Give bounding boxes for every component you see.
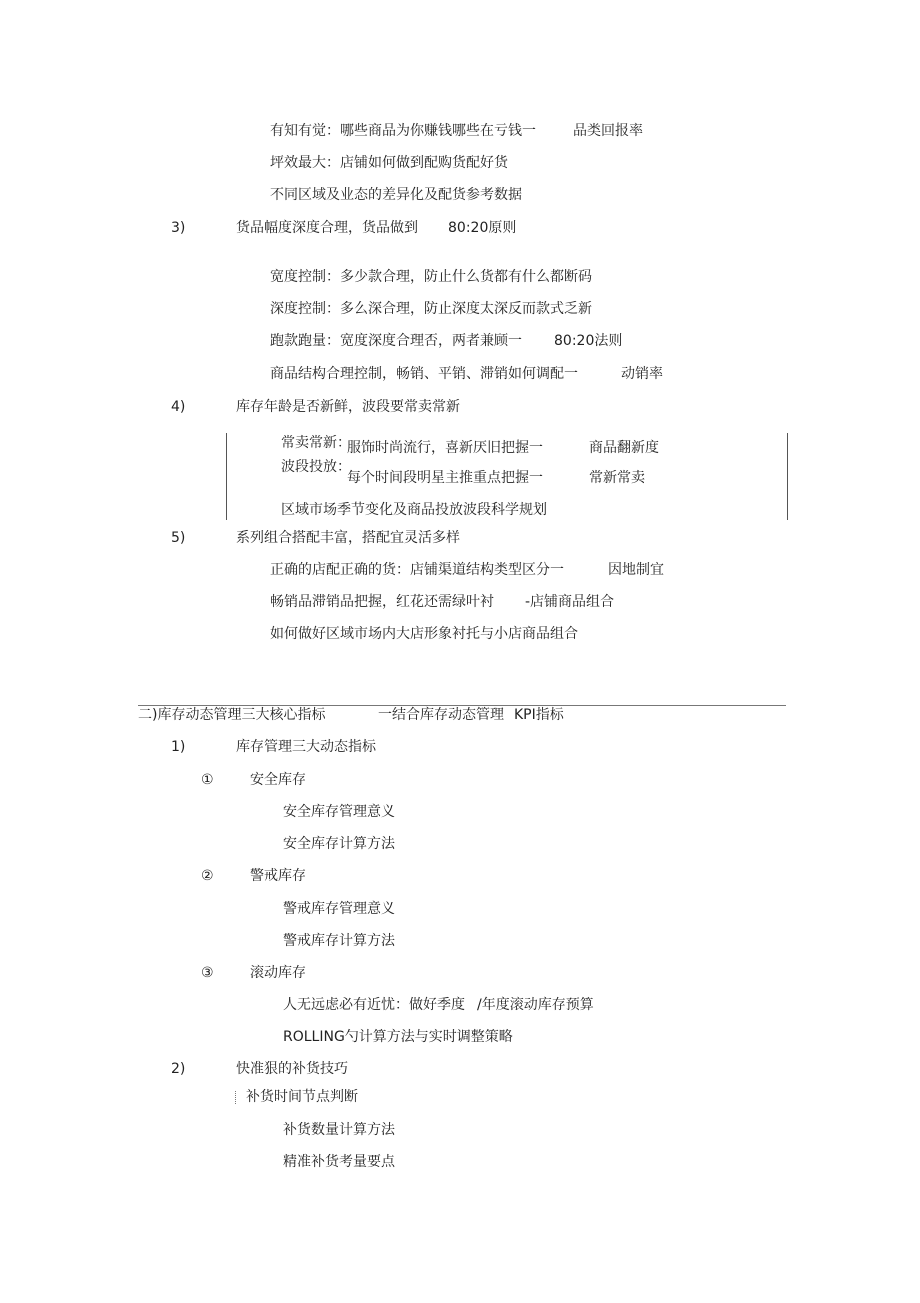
list-item-text: 库存年龄是否新鲜，波段要常卖常新 [236, 399, 460, 415]
list-item-text: 系列组合搭配丰富，搭配宜灵活多样 [236, 530, 460, 546]
list-item-number: 3) [171, 220, 186, 236]
outline-line: 安全库存管理意义 [283, 804, 395, 820]
box-row-text: 每个时间段明星主推重点把握一 [347, 470, 543, 486]
heading-text: 二)库存动态管理三大核心指标 [138, 707, 326, 723]
circled-number: ① [201, 772, 214, 788]
list-item-number: 2) [171, 1061, 186, 1077]
list-item-text: 货品幅度深度合理，货品做到 [236, 220, 418, 236]
line-text: 人无远虑必有近忧：做好季度 [283, 997, 465, 1013]
heading-text-2: 一结合库存动态管理 [378, 707, 504, 723]
list-item-number: 5) [171, 530, 186, 546]
line-text: 有知有觉：哪些商品为你赚钱哪些在亏钱一 [270, 123, 536, 139]
outline-line: 如何做好区域市场内大店形象衬托与小店商品组合 [270, 626, 578, 642]
sub-item-text: 补货时间节点判断 [246, 1089, 358, 1105]
outline-line: 宽度控制：多少款合理，防止什么货都有什么都断码 [270, 269, 592, 285]
outline-line: 坪效最大：店铺如何做到配购货配好货 [270, 155, 508, 171]
list-item-number: 1) [171, 739, 186, 755]
box-row-label: 波段投放： [281, 459, 351, 475]
outline-line [270, 122, 643, 140]
line-tail: 品类回报率 [573, 123, 643, 139]
outline-line: 精准补货考量要点 [283, 1154, 395, 1170]
box-row-text: 区域市场季节变化及商品投放波段科学规划 [281, 502, 547, 518]
outline-line [270, 332, 623, 350]
list-item-tail: 80:20原则 [448, 220, 517, 236]
list-item-number: 4) [171, 399, 186, 415]
sub-item-text: 警戒库存 [250, 868, 306, 884]
line-tail: 动销率 [621, 366, 663, 382]
line-tail: 因地制宜 [608, 562, 664, 578]
outline-line [270, 593, 615, 611]
outline-line: 警戒库存管理意义 [283, 901, 395, 917]
box-left-border [226, 433, 227, 520]
line-tail: -店铺商品组合 [525, 594, 615, 610]
bullet-tick [235, 1091, 236, 1104]
list-item [236, 219, 517, 237]
outline-line: 警戒库存计算方法 [283, 933, 395, 949]
outline-line: 安全库存计算方法 [283, 836, 395, 852]
line-tail: /年度滚动库存预算 [477, 997, 594, 1013]
line-tail: 80:20法则 [554, 333, 623, 349]
line-text: 正确的店配正确的货：店铺渠道结构类型区分一 [270, 562, 564, 578]
list-item-text: 快准狠的补货技巧 [236, 1061, 348, 1077]
line-text: 跑款跑量：宽度深度合理否，两者兼顾一 [270, 333, 522, 349]
outline-line [283, 996, 594, 1014]
heading-text-3: KPI指标 [514, 707, 564, 723]
outline-line [270, 365, 663, 383]
box-row-label: 常卖常新： [281, 435, 351, 451]
box-row-tail: 商品翻新度 [589, 440, 659, 456]
outline-line [270, 561, 664, 579]
box-row [347, 439, 659, 457]
list-item-text: 库存管理三大动态指标 [236, 739, 376, 755]
outline-line: 深度控制：多么深合理，防止深度太深反而款式乏新 [270, 301, 592, 317]
circled-number: ③ [201, 965, 214, 981]
outline-line: 不同区域及业态的差异化及配货参考数据 [270, 187, 522, 203]
outline-line: 补货数量计算方法 [283, 1122, 395, 1138]
circled-number: ② [201, 868, 214, 884]
sub-item-text: 安全库存 [250, 772, 306, 788]
box-row-text: 服饰时尚流行，喜新厌旧把握一 [347, 440, 543, 456]
line-text: 畅销品滞销品把握，红花还需绿叶衬 [270, 594, 494, 610]
section-heading [138, 706, 564, 724]
line-text: 商品结构合理控制，畅销、平销、滞销如何调配一 [270, 366, 578, 382]
box-right-border [787, 433, 788, 520]
sub-item-text: 滚动库存 [250, 965, 306, 981]
box-row-tail: 常新常卖 [589, 470, 645, 486]
outline-line: ROLLING勺计算方法与实时调整策略 [283, 1029, 513, 1045]
box-row [347, 469, 645, 487]
